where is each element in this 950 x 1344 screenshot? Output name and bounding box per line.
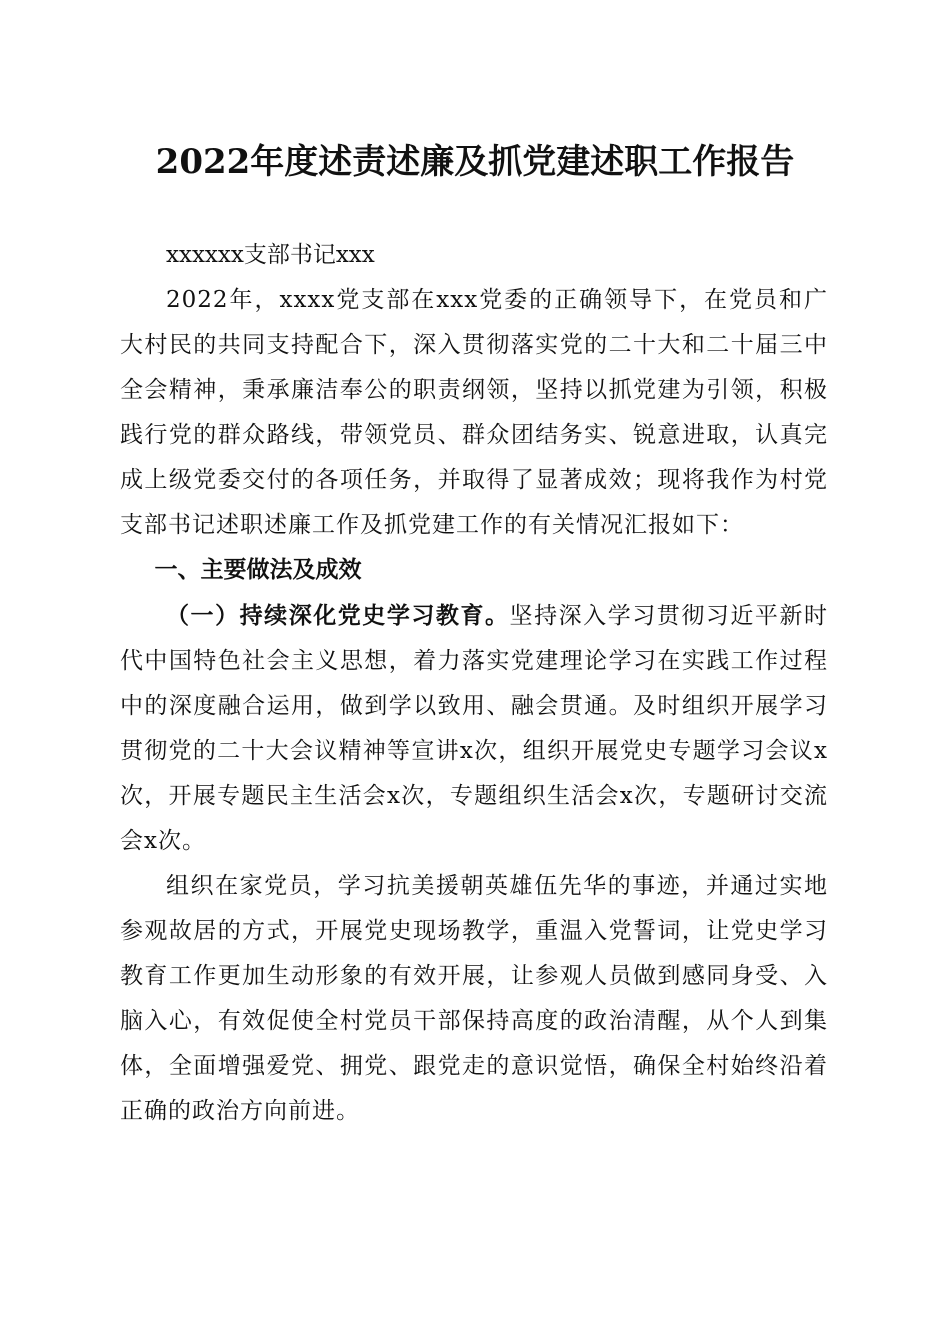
intro-paragraph: 2022年，xxxx党支部在xxx党委的正确领导下，在党员和广大村民的共同支持配合下，深入贯彻落实党的二十大和二十届三中全会精神，秉承廉洁奉公的职责纲领，坚持以抓党建为引领，积极践行党的群众路线，带领党员、群众团结务实、锐意进取，认真完成上级党委交付的各项任务，并取得了显著成效；现将我作为村党支部书记述职述廉工作及抓党建工作的有关情况汇报如下： xyxy=(120,287,828,538)
paragraph-3: 组织在家党员，学习抗美援朝英雄伍先华的事迹，并通过实地参观故居的方式，开展党史现场教学，重温入党誓词，让党史学习教育工作更加生动形象的有效开展，让参观人员做到感同身受、入脑入心，有效促使全村党员干部保持高度的政治清醒，从个人到集体，全面增强爱党、拥党、跟党走的意识觉悟，确保全村始终沿着正确的政治方向前进。 xyxy=(120,873,828,1124)
document-body xyxy=(120,233,828,1134)
document-title: 2022年度述责述廉及抓党建述职工作报告 xyxy=(155,142,795,182)
item1-lead: （一）持续深化党史学习教育。 xyxy=(166,602,510,629)
author-line: xxxxxx支部书记xxx xyxy=(166,242,375,268)
item1-paragraph xyxy=(120,593,828,864)
item1-body: 坚持深入学习贯彻习近平新时代中国特色社会主义思想，着力落实党建理论学习在实践工作过程中的深度融合运用，做到学以致用、融会贯通。及时组织开展学习贯彻党的二十大会议精神等宣讲x次，组织开展党史专题学习会议x次，开展专题民主生活会x次，专题组织生活会x次，专题研讨交流会x次。 xyxy=(120,603,829,854)
section-heading: 一、主要做法及成效 xyxy=(154,557,362,583)
